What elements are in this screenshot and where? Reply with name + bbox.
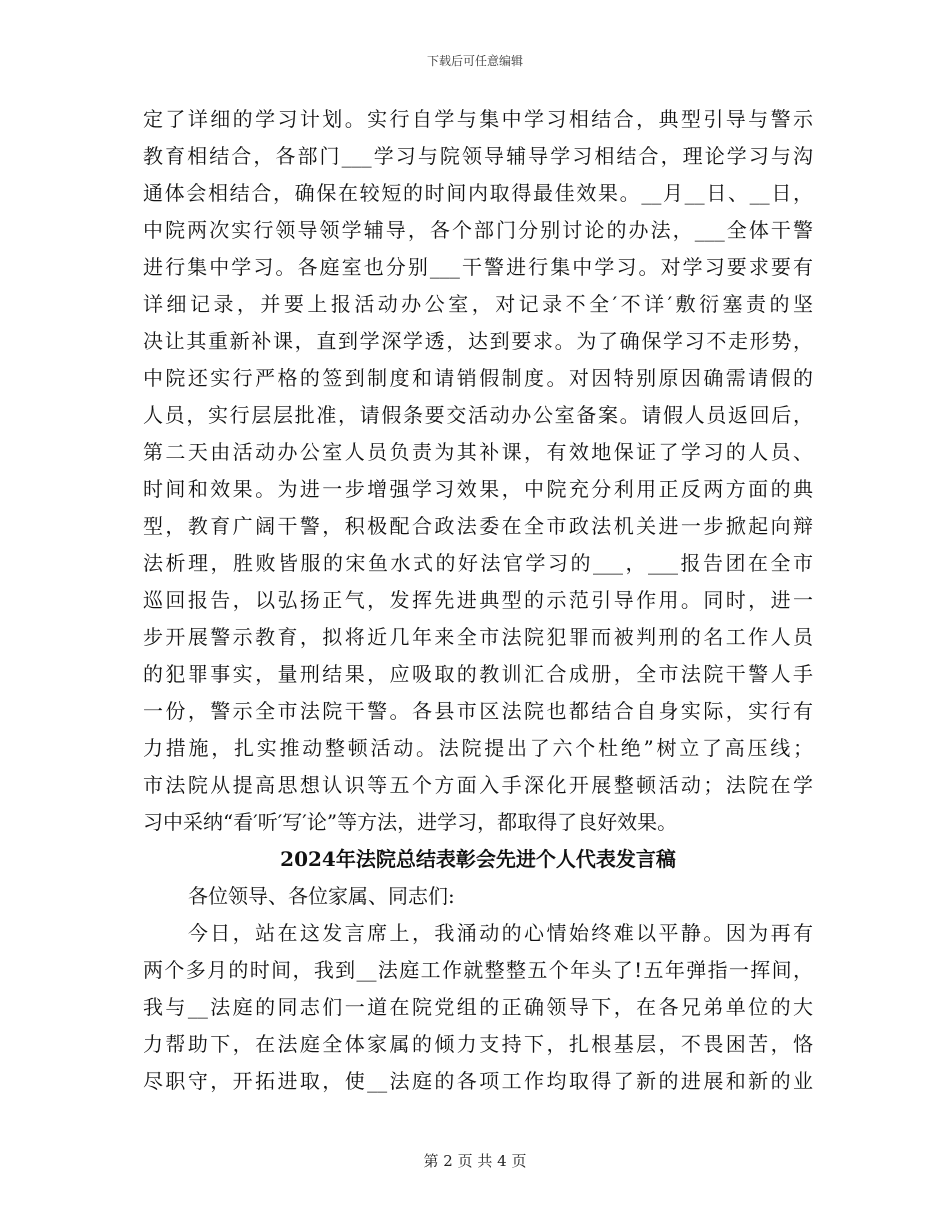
paragraph-line: 人员，实行层层批准，请假条要交活动办公室备案。请假人员返回后， bbox=[143, 403, 813, 427]
paragraph-line: 步开展警示教育，拟将近几年来全市法院犯罪而被判刑的名工作人员 bbox=[143, 625, 813, 649]
paragraph-line: 教育相结合，各部门___学习与院领导辅导学习相结合，理论学习与沟 bbox=[143, 144, 813, 168]
paragraph-line: 今日，站在这发言席上，我涌动的心情始终难以平静。因为再有 bbox=[143, 921, 813, 945]
paragraph-line: 法析理，胜败皆服的宋鱼水式的好法官学习的___，___报告团在全市 bbox=[143, 551, 813, 575]
paragraph-line: 力措施，扎实推动整顿活动。法院提出了六个杜绝”树立了高压线； bbox=[143, 736, 813, 760]
paragraph-line: 时间和效果。为进一步增强学习效果，中院充分利用正反两方面的典 bbox=[143, 477, 813, 501]
paragraph-line: 巡回报告，以弘扬正气，发挥先进典型的示范引导作用。同时，进一 bbox=[143, 588, 813, 612]
paragraph-line: 一份，警示全市法院干警。各县市区法院也都结合自身实际，实行有 bbox=[143, 699, 813, 723]
paragraph-line: 中院还实行严格的签到制度和请销假制度。对因特别原因确需请假的 bbox=[143, 366, 813, 390]
paragraph-line: 两个多月的时间，我到__法庭工作就整整五个年头了!五年弹指一挥间， bbox=[143, 958, 813, 982]
page-header: 下载后可任意编辑 bbox=[426, 54, 523, 68]
document-body bbox=[143, 101, 813, 1100]
paragraph-line: 习中采纳“看′听′写′论”等方法，进学习，都取得了良好效果。 bbox=[143, 810, 678, 834]
paragraph-line: 中院两次实行领导领学辅导，各个部门分别讨论的办法，___全体干警 bbox=[143, 218, 813, 242]
paragraph-line: 力帮助下，在法庭全体家属的倾力支持下，扎根基层，不畏困苦，恪 bbox=[143, 1032, 813, 1056]
paragraph-line: 型，教育广阔干警，积极配合政法委在全市政法机关进一步掀起向辩 bbox=[143, 514, 813, 538]
paragraph-line: 的犯罪事实，量刑结果，应吸取的教训汇合成册，全市法院干警人手 bbox=[143, 662, 813, 686]
page-number: 第 2 页 共 4 页 bbox=[423, 1152, 527, 1170]
paragraph-line: 进行集中学习。各庭室也分别___干警进行集中学习。对学习要求要有 bbox=[143, 255, 813, 279]
paragraph-line: 我与__法庭的同志们一道在院党组的正确领导下，在各兄弟单位的大 bbox=[143, 995, 813, 1019]
greeting: 各位领导、各位家属、同志们: bbox=[188, 884, 455, 908]
paragraph-line: 详细记录，并要上报活动办公室，对记录不全′不详′敷衍塞责的坚 bbox=[143, 292, 813, 316]
paragraph-line: 决让其重新补课，直到学深学透，达到要求。为了确保学习不走形势， bbox=[143, 329, 813, 353]
paragraph-line: 通体会相结合，确保在较短的时间内取得最佳效果。__月__日、__日， bbox=[143, 181, 813, 205]
paragraph-line: 尽职守，开拓进取，使__法庭的各项工作均取得了新的进展和新的业 bbox=[143, 1069, 813, 1093]
section-title: 2024年法院总结表彰会先进个人代表发言稿 bbox=[280, 847, 676, 871]
paragraph-line: 市法院从提高思想认识等五个方面入手深化开展整顿活动；法院在学 bbox=[143, 773, 813, 797]
paragraph-line: 定了详细的学习计划。实行自学与集中学习相结合，典型引导与警示 bbox=[143, 107, 813, 131]
paragraph-line: 第二天由活动办公室人员负责为其补课，有效地保证了学习的人员、 bbox=[143, 440, 813, 464]
